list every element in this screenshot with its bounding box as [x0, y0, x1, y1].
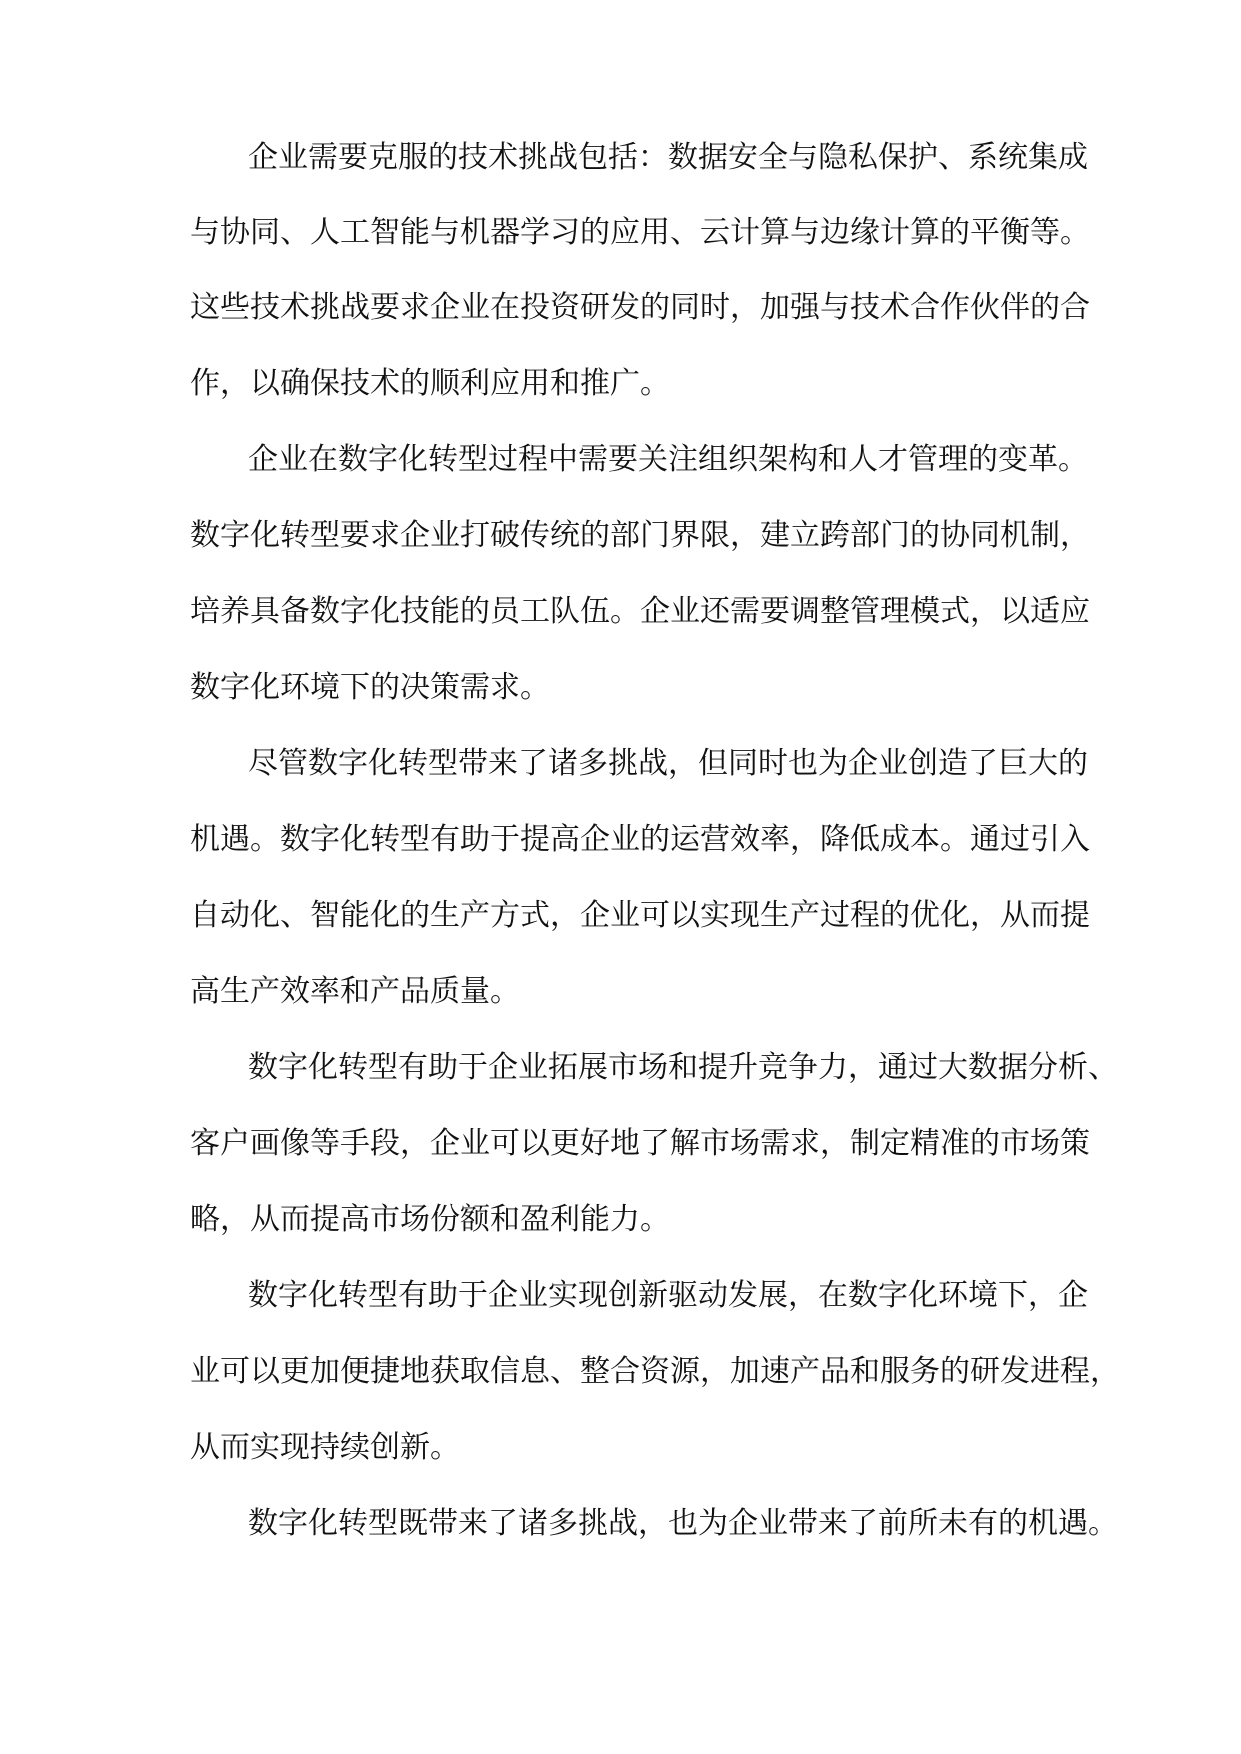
- paragraph-1-line-3: 这些技术挑战要求企业在投资研发的同时，加强与技术合作伙伴的合: [190, 290, 1090, 325]
- paragraph-1-line-2: 与协同、人工智能与机器学习的应用、云计算与边缘计算的平衡等。: [190, 215, 1090, 250]
- paragraph-5-line-1: 数字化转型有助于企业实现创新驱动发展，在数字化环境下，企: [248, 1278, 1088, 1313]
- paragraph-5-line-3: 从而实现持续创新。: [190, 1430, 460, 1465]
- paragraph-2-line-3: 培养具备数字化技能的员工队伍。企业还需要调整管理模式，以适应: [190, 594, 1090, 629]
- paragraph-1-line-1: 企业需要克服的技术挑战包括：数据安全与隐私保护、系统集成: [248, 140, 1088, 175]
- paragraph-2-line-1: 企业在数字化转型过程中需要关注组织架构和人才管理的变革。: [248, 442, 1088, 477]
- paragraph-2-line-2: 数字化转型要求企业打破传统的部门界限，建立跨部门的协同机制，: [190, 518, 1090, 553]
- paragraph-5-line-2: 业可以更加便捷地获取信息、整合资源，加速产品和服务的研发进程，: [190, 1354, 1120, 1389]
- paragraph-4-line-3: 略，从而提高市场份额和盈利能力。: [190, 1202, 670, 1237]
- paragraph-4-line-2: 客户画像等手段，企业可以更好地了解市场需求，制定精准的市场策: [190, 1126, 1090, 1161]
- paragraph-3-line-4: 高生产效率和产品质量。: [190, 974, 520, 1009]
- paragraph-3-line-2: 机遇。数字化转型有助于提高企业的运营效率，降低成本。通过引入: [190, 822, 1090, 857]
- paragraph-6-line-1: 数字化转型既带来了诸多挑战，也为企业带来了前所未有的机遇。: [248, 1506, 1118, 1541]
- paragraph-4-line-1: 数字化转型有助于企业拓展市场和提升竞争力，通过大数据分析、: [248, 1050, 1118, 1085]
- paragraph-1-line-4: 作，以确保技术的顺利应用和推广。: [190, 366, 670, 401]
- paragraph-3-line-3: 自动化、智能化的生产方式，企业可以实现生产过程的优化，从而提: [190, 898, 1090, 933]
- paragraph-2-line-4: 数字化环境下的决策需求。: [190, 670, 550, 705]
- paragraph-3-line-1: 尽管数字化转型带来了诸多挑战，但同时也为企业创造了巨大的: [248, 746, 1088, 781]
